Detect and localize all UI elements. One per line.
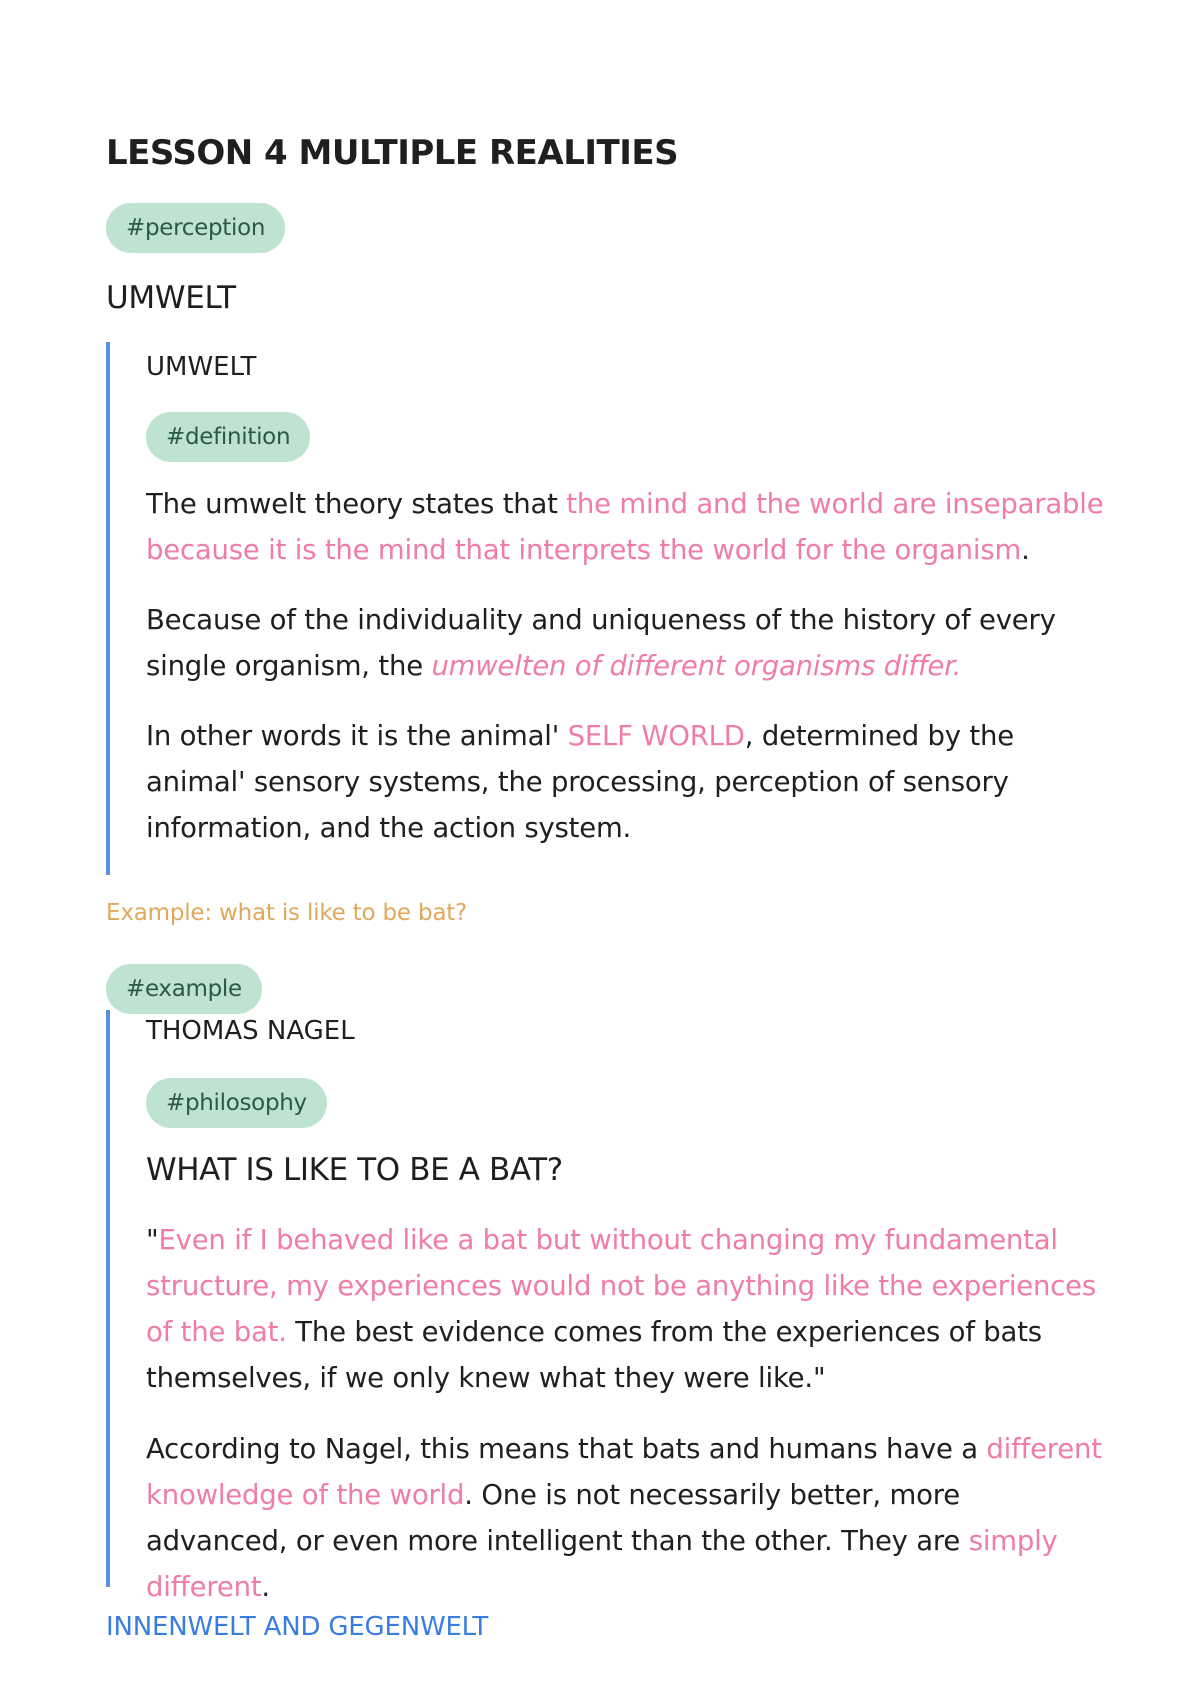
text: . One is not necessarily better, more advanced, or even more intelligent than the other. They are: [146, 1479, 969, 1557]
blockquote-bar: [106, 342, 110, 875]
nagel-conclusion-paragraph: [146, 1426, 1106, 1610]
tag-perception[interactable]: #perception: [106, 203, 285, 253]
text: In other words it is the animal': [146, 720, 568, 752]
text: , determined by the animal' sensory systems, the processing, perception of sensory information, and the action system.: [146, 720, 1014, 844]
text: The umwelt theory states that: [146, 488, 567, 520]
umwelt-definition-paragraph: [146, 481, 1106, 573]
section-heading-umwelt: UMWELT: [106, 280, 236, 316]
author-name: THOMAS NAGEL: [146, 1016, 355, 1046]
next-section-heading: INNENWELT AND GEGENWELT: [106, 1612, 489, 1642]
blockquote-bar: [106, 1010, 110, 1587]
tag-definition[interactable]: #definition: [146, 412, 310, 462]
highlight-text: simply different: [146, 1525, 1058, 1603]
nagel-quote-paragraph: [146, 1217, 1106, 1401]
block-title-umwelt: UMWELT: [146, 352, 257, 382]
text: ": [146, 1224, 159, 1256]
text: .: [1021, 534, 1030, 566]
highlight-text: the mind and the world are inseparable because it is the mind that interprets the world for the organism: [146, 488, 1104, 566]
highlight-text: Even if I behaved like a bat but without changing my fundamental structure, my experiences would not be anything like the experiences of the bat.: [146, 1224, 1096, 1348]
self-world-paragraph: [146, 713, 1106, 851]
bat-question-heading: WHAT IS LIKE TO BE A BAT?: [146, 1152, 563, 1188]
highlight-text: different knowledge of the world: [146, 1433, 1102, 1511]
text: .: [261, 1571, 270, 1603]
umwelt-block: [146, 342, 1106, 875]
nagel-block: [146, 1010, 1106, 1603]
tag-example[interactable]: #example: [106, 964, 262, 1014]
highlight-text: umwelten of different organisms differ.: [431, 650, 962, 682]
text: According to Nagel, this means that bats and humans have a: [146, 1433, 987, 1465]
umwelt-difference-paragraph: [146, 597, 1106, 689]
text: The best evidence comes from the experiences of bats themselves, if we only knew what they were like.": [146, 1316, 1042, 1394]
highlight-text: SELF WORLD: [567, 720, 745, 752]
page-title: LESSON 4 MULTIPLE REALITIES: [106, 133, 679, 173]
text: Because of the individuality and uniqueness of the history of every single organism, the: [146, 604, 1056, 682]
tag-philosophy[interactable]: #philosophy: [146, 1078, 327, 1128]
example-heading: Example: what is like to be bat?: [106, 900, 468, 926]
